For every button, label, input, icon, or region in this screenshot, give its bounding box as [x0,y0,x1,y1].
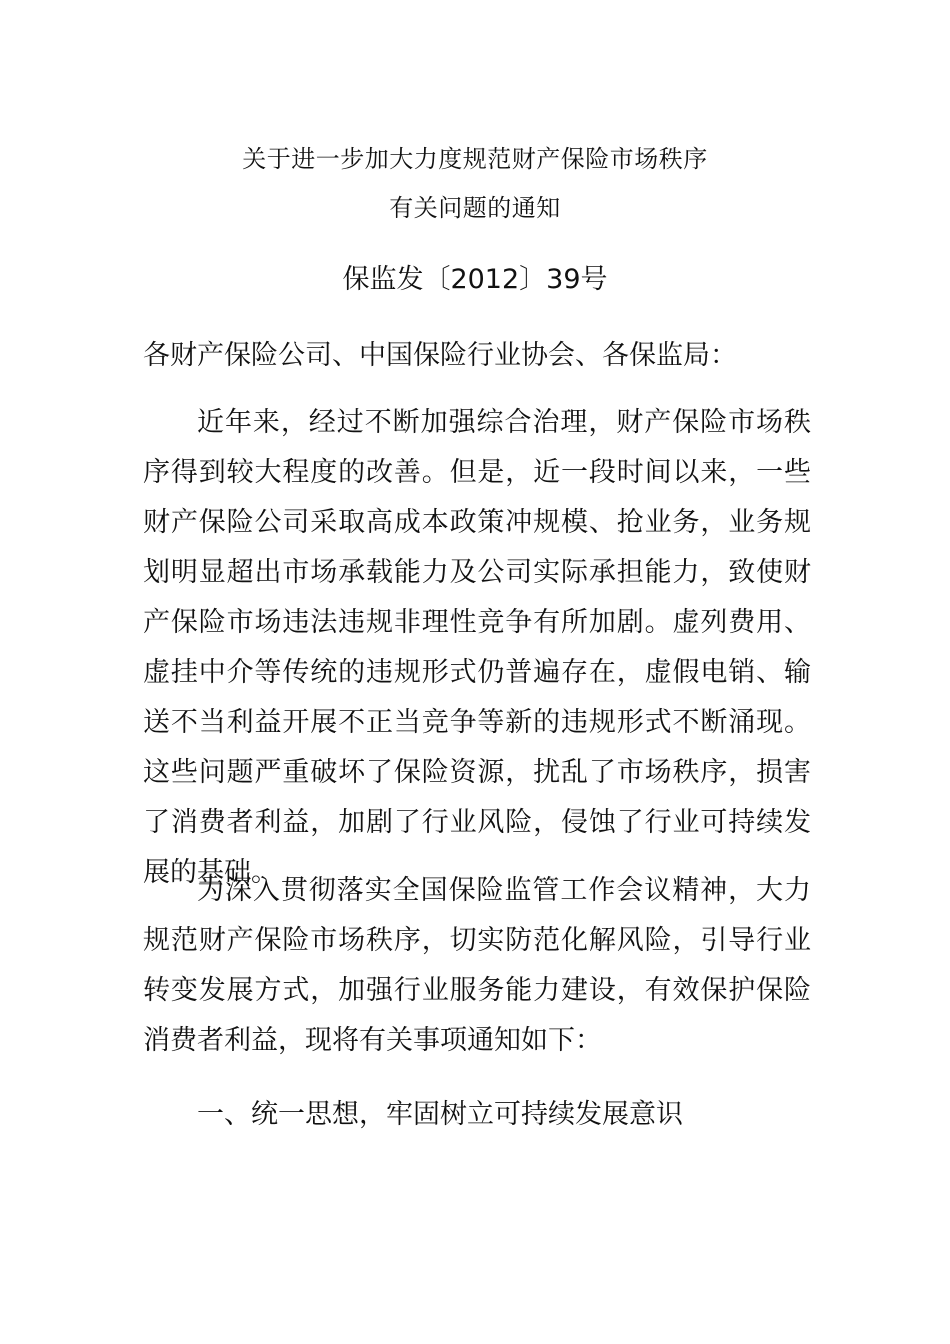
addressee-line: 各财产保险公司、中国保险行业协会、各保监局： [143,340,737,371]
body-paragraph-1: 近年来，经过不断加强综合治理，财产保险市场秩序得到较大程度的改善。但是，近一段时间以来，一些财产保险公司采取高成本政策冲规模、抢业务，业务规划明显超出市场承载能力及公司实际承担能力，致使财产保险市场违法违规非理性竞争有所加剧。虚列费用、虚挂中介等传统的违规形式仍普遍存在，虚假电销、输送不当利益开展不正当竞争等新的违规形式不断涌现。这些问题严重破坏了保险资源，扰乱了市场秩序，损害了消费者利益，加剧了行业风险，侵蚀了行业可持续发展的基础。 [143,407,811,888]
document-title-line-2: 有关问题的通知 [389,194,561,222]
body-paragraph-2: 为深入贯彻落实全国保险监管工作会议精神，大力规范财产保险市场秩序，切实防范化解风险，引导行业转变发展方式，加强行业服务能力建设，有效保护保险消费者利益，现将有关事项通知如下： [143,875,811,1056]
document-title-line-1: 关于进一步加大力度规范财产保险市场秩序 [242,145,708,173]
document-number: 保监发〔2012〕39号 [342,264,608,295]
section-heading-1: 一、统一思想，牢固树立可持续发展意识 [197,1099,683,1130]
